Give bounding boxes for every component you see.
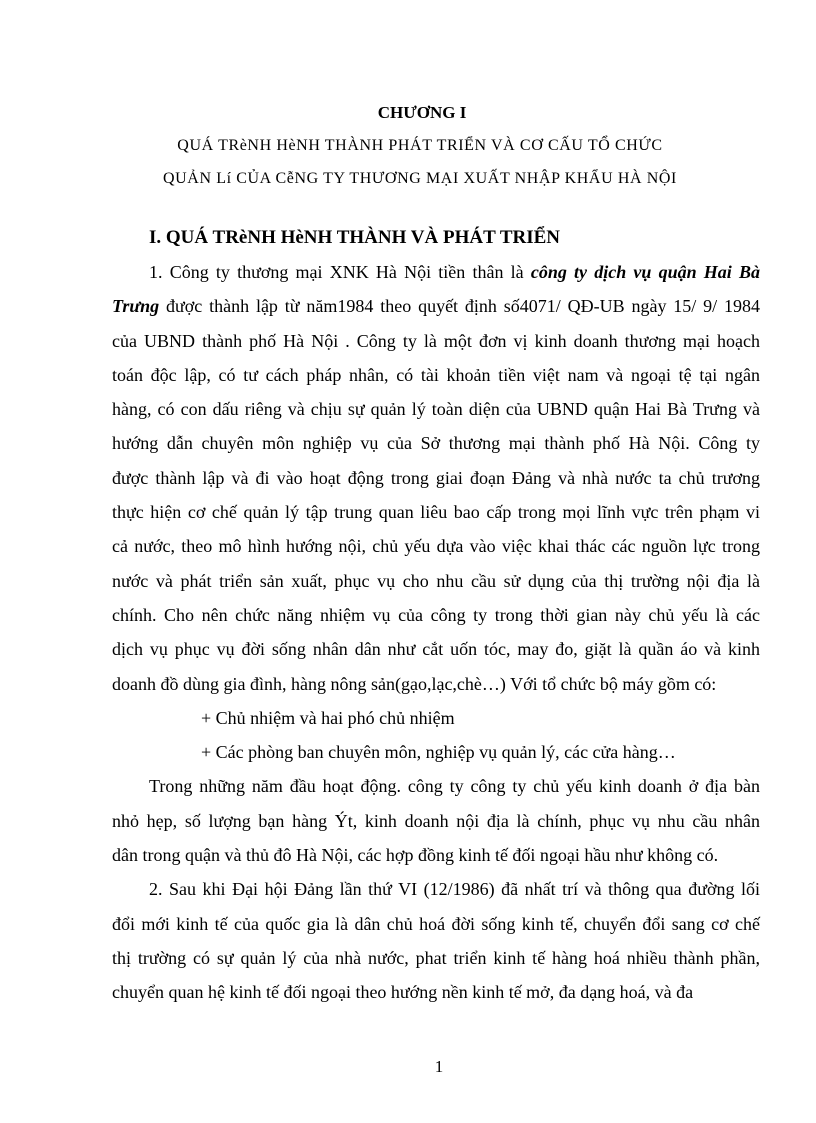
paragraph-2-line-2: nhỏ hẹp, số lượng bạn hàng Ýt, kinh doanh nội địa là chính, phục vụ nhu cầu nhân bbox=[112, 810, 760, 831]
company-name-emphasis-continued: Trưng bbox=[112, 296, 160, 317]
paragraph-1-line-3: của UBND thành phố Hà Nội . Công ty là một đơn vị kinh doanh thương mại hoạch bbox=[112, 330, 760, 351]
paragraph-1-line-4: toán độc lập, có tư cách pháp nhân, có tài khoản tiền việt nam và ngoại tệ tại ngân bbox=[112, 364, 760, 385]
paragraph-1-line-10: nước và phát triển sản xuất, phục vụ cho nhu cầu sử dụng của thị trường nội địa là bbox=[112, 570, 760, 591]
chapter-subtitle-line-2: QUẢN Lí CỦA CễNG TY THƯƠNG MẠI XUẤT NHẬP KHẨU HÀ NỘI bbox=[163, 170, 677, 187]
paragraph-1-line-11: chính. Cho nên chức năng nhiệm vụ của công ty trong thời gian này chủ yếu là các bbox=[112, 604, 760, 625]
paragraph-3-line-4: chuyển quan hệ kinh tế đối ngoại theo hướng nền kinh tế mở, đa dạng hoá, và đa bbox=[112, 982, 694, 1003]
chapter-title: CHƯƠNG I bbox=[377, 103, 467, 122]
paragraph-1-text: được thành lập từ năm1984 theo quyết định số4071/ QĐ-UB ngày 15/ 9/ 1984 bbox=[159, 296, 760, 317]
list-item: + Các phòng ban chuyên môn, nghiệp vụ quản lý, các cửa hàng… bbox=[201, 742, 676, 763]
paragraph-1-line-6: hướng dẫn chuyên môn nghiệp vụ của Sở thương mại thành phố Hà Nội. Công ty bbox=[112, 433, 760, 454]
paragraph-2-line-1: Trong những năm đầu hoạt động. công ty công ty chủ yếu kinh doanh ở địa bàn bbox=[149, 776, 760, 797]
paragraph-1-line-8: thực hiện cơ chế quản lý tập trung quan liêu bao cấp trong mọi lĩnh vực trên phạm vi bbox=[112, 502, 760, 523]
list-item: + Chủ nhiệm và hai phó chủ nhiệm bbox=[201, 707, 455, 728]
paragraph-1-line-7: được thành lập và đi vào hoạt động trong giai đoạn Đảng và nhà nước ta chủ trương bbox=[112, 467, 760, 488]
paragraph-1-line-12: dịch vụ phục vụ đời sống nhân dân như cắt uốn tóc, may đo, giặt là quần áo và kinh bbox=[112, 639, 760, 660]
section-heading: I. QUÁ TRèNH HèNH THÀNH VÀ PHÁT TRIỂN bbox=[149, 227, 561, 248]
paragraph-1-line-1 bbox=[112, 255, 760, 289]
page-number: 1 bbox=[434, 1057, 444, 1076]
paragraph-1-line-5: hàng, có con dấu riêng và chịu sự quản lý toàn diện của UBND quận Hai Bà Trưng và bbox=[112, 399, 760, 420]
chapter-subtitle-line-1: QUÁ TRèNH HèNH THÀNH PHÁT TRIỂN VÀ CƠ CẤU TỔ CHỨC bbox=[177, 137, 663, 154]
company-name-emphasis: công ty dịch vụ quận Hai Bà bbox=[530, 262, 760, 282]
paragraph-3-line-3: thị trường có sự quản lý của nhà nước, phat triển kinh tế hàng hoá nhiều thành phần, bbox=[112, 947, 760, 968]
paragraph-3-line-1: 2. Sau khi Đại hội Đảng lần thứ VI (12/1986) đã nhất trí và thông qua đường lối bbox=[149, 879, 760, 900]
paragraph-2-line-3: dân trong quận và thủ đô Hà Nội, các hợp đồng kinh tế đối ngoại hầu như không có. bbox=[112, 845, 719, 866]
paragraph-3-line-2: đổi mới kinh tế của quốc gia là dân chủ hoá đời sống kinh tế, chuyển đổi sang cơ chế bbox=[112, 913, 760, 934]
paragraph-1-line-13: doanh đồ dùng gia đình, hàng nông sản(gạo,lạc,chè…) Với tổ chức bộ máy gồm có: bbox=[112, 673, 717, 694]
body-text bbox=[112, 255, 760, 1010]
paragraph-1-text: 1. Công ty thương mại XNK Hà Nội tiền thân là bbox=[149, 262, 531, 282]
paragraph-1-line-2 bbox=[112, 289, 760, 323]
paragraph-1-line-9: cả nước, theo mô hình hướng nội, chủ yếu dựa vào việc khai thác các nguồn lực trong bbox=[112, 536, 760, 557]
